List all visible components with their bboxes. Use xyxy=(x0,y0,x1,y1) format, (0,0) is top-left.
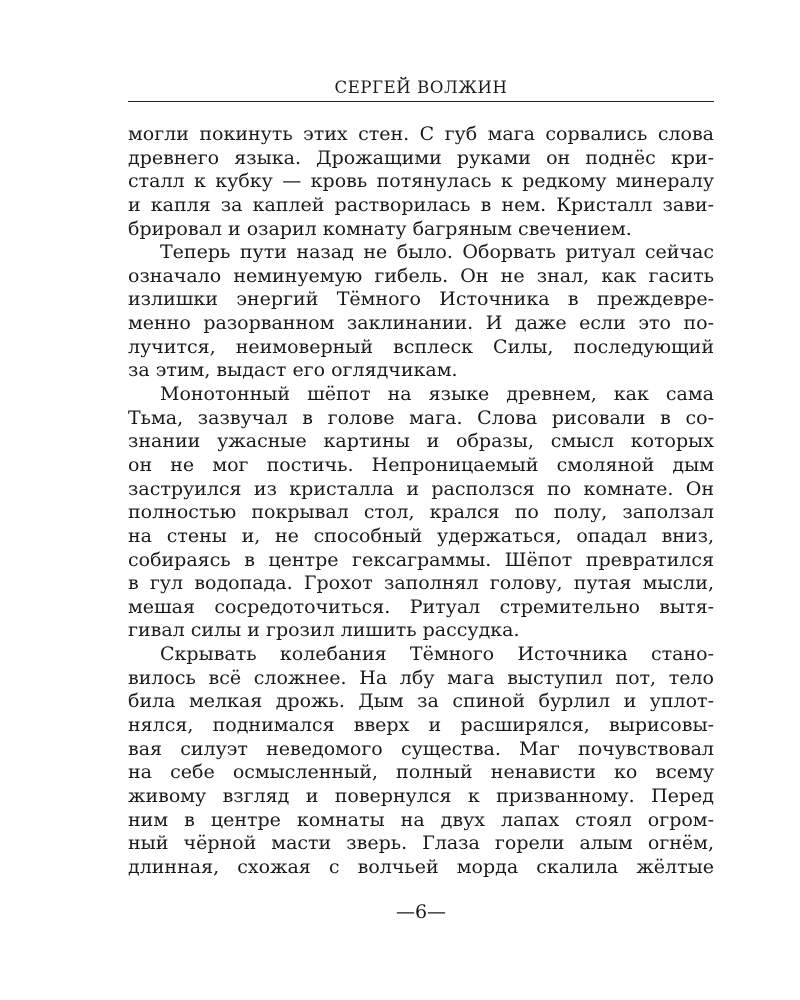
text-line: могли покинуть этих стен. С губ мага сорвались слова xyxy=(128,123,714,145)
page-number: —6— xyxy=(395,901,447,923)
text-line: Скрывать колебания Тёмного Источника стано- xyxy=(160,643,714,666)
text-line: брировал и озарил комнату багряным свечением. xyxy=(128,217,632,240)
text-line: означало неминуемую гибель. Он не знал, как гасить xyxy=(128,264,714,287)
text-line: ный чёрной масти зверь. Глаза горели алым огнём, xyxy=(128,832,714,855)
text-line: древнего языка. Дрожащими руками он поднёс кри- xyxy=(128,146,714,169)
text-line: сталл к кубку — кровь потянулась к редкому минералу xyxy=(128,170,714,193)
text-line: за этим, выдаст его оглядчикам. xyxy=(128,359,458,382)
text-line: в гул водопада. Грохот заполнял голову, путая мысли, xyxy=(128,572,714,595)
header-rule xyxy=(128,101,714,102)
text-line: Теперь пути назад не было. Оборвать ритуал сейчас xyxy=(160,241,714,264)
text-line: гивал силы и грозил лишить рассудка. xyxy=(128,619,520,642)
text-line: собираясь в центре гексаграммы. Шёпот превратился xyxy=(128,548,714,571)
text-line: полностью покрывал стол, крался по полу, заползал xyxy=(128,501,714,524)
text-line: менно разорванном заклинании. И даже если это по- xyxy=(128,312,714,335)
page-body-text xyxy=(128,123,714,880)
text-line: заструился из кристалла и расползся по комнате. Он xyxy=(128,477,714,500)
text-line: живому взгляд и повернулся к призванному. Перед xyxy=(128,784,714,807)
text-line: излишки энергий Тёмного Источника в преждевре- xyxy=(128,288,714,311)
text-line: длинная, схожая с волчьей морда скалила жёлтые xyxy=(128,855,714,878)
text-line: ним в центре комнаты на двух лапах стоял огром- xyxy=(128,808,714,831)
text-line: знании ужасные картины и образы, смысл которых xyxy=(128,430,714,453)
text-line: лучится, неимоверный всплеск Силы, последующий xyxy=(128,335,714,358)
text-line: мешая сосредоточиться. Ритуал стремительно вытя- xyxy=(128,595,714,618)
text-line: нялся, поднимался вверх и расширялся, вырисовы- xyxy=(128,714,714,737)
text-line: вая силуэт неведомого существа. Маг почувствовал xyxy=(128,737,714,760)
text-line: он не мог постичь. Непроницаемый смоляной дым xyxy=(128,453,714,476)
text-line: вилось всё сложнее. На лбу мага выступил пот, тело xyxy=(128,666,714,689)
text-line: била мелкая дрожь. Дым за спиной бурлил и уплот- xyxy=(128,690,714,713)
text-line: Монотонный шёпот на языке древнем, как сама xyxy=(160,383,714,406)
text-line: Тьма, зазвучал в голове мага. Слова рисовали в со- xyxy=(128,406,714,429)
running-header: СЕРГЕЙ ВОЛЖИН xyxy=(334,78,508,97)
text-line: на стены и, не способный удержаться, опадал вниз, xyxy=(128,524,714,547)
text-line: и капля за каплей растворилась в нем. Кристалл зави- xyxy=(128,193,714,216)
text-line: на себе осмысленный, полный ненависти ко всему xyxy=(128,761,714,784)
